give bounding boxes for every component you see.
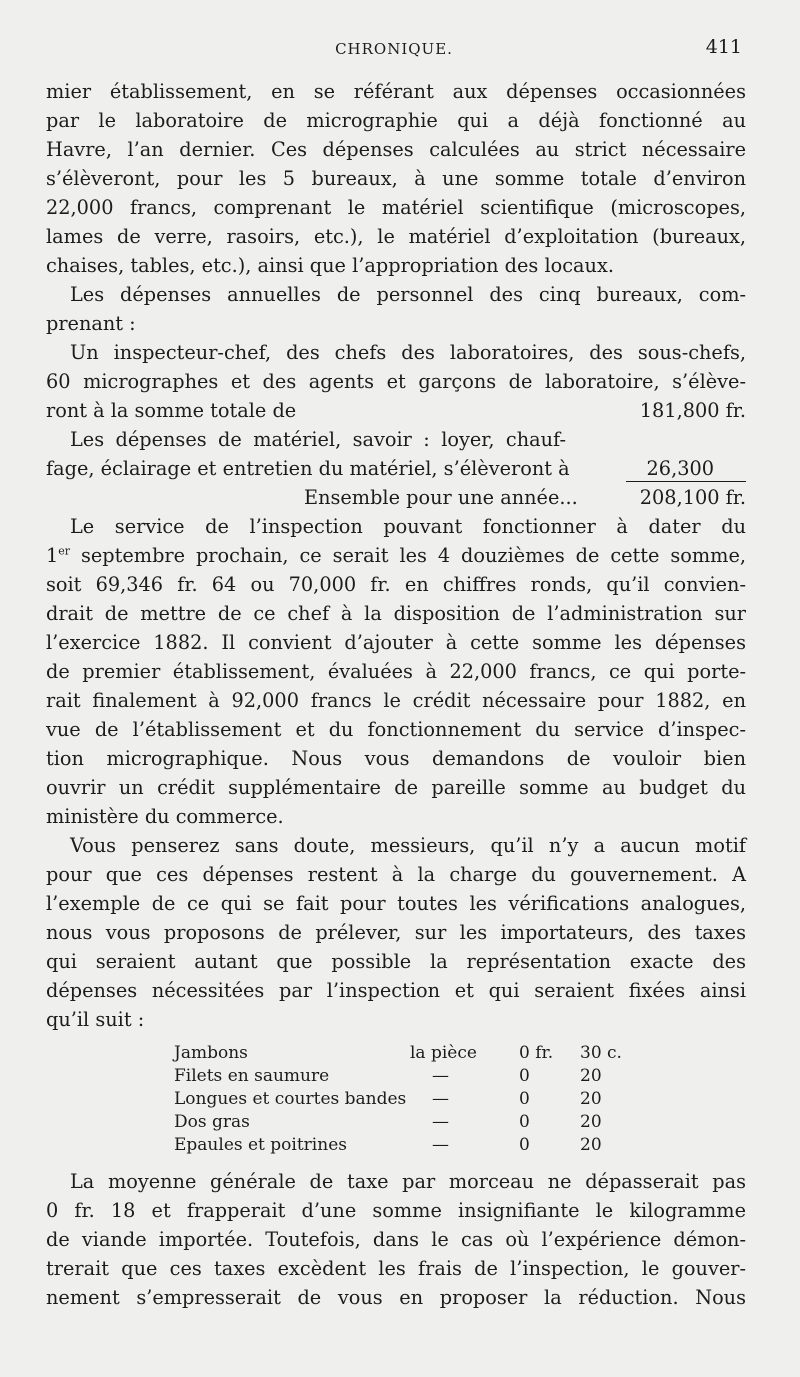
text-line: Havre, l’an dernier. Ces dépenses calculées au strict nécessaire xyxy=(46,138,746,161)
paragraph-1 xyxy=(46,77,746,280)
tariff-centimes: 20 xyxy=(580,1066,602,1086)
text-line: soit 69,346 fr. 64 ou 70,000 fr. en chiffres ronds, qu’il convien- xyxy=(46,573,746,596)
tariff-unit: — xyxy=(432,1066,449,1086)
text-line: Les dépenses de matériel, savoir : loyer, chauf- xyxy=(70,428,566,451)
text-line: de premier établissement, évaluées à 22,000 francs, ce qui porte- xyxy=(46,660,746,683)
text-line: nous vous proposons de prélever, sur les importateurs, des taxes xyxy=(46,921,746,944)
text-line: qu’il suit : xyxy=(46,1008,145,1031)
text-line: s’élèveront, pour les 5 bureaux, à une somme totale d’environ xyxy=(46,167,746,190)
text-line: ouvrir un crédit supplémentaire de pareille somme au budget du xyxy=(46,776,746,799)
text-line: drait de mettre de ce chef à la disposition de l’administration sur xyxy=(46,602,746,625)
text-line: l’exemple de ce qui se fait pour toutes les vérifications analogues, xyxy=(46,892,746,915)
grand-total-amount: 208,100 fr. xyxy=(639,486,746,509)
tariff-unit: — xyxy=(432,1089,449,1109)
tariff-centimes: 20 xyxy=(580,1135,602,1155)
tariff-item: Filets en saumure xyxy=(174,1066,330,1086)
text-line: pour que ces dépenses restent à la charge du gouvernement. A xyxy=(46,863,746,886)
ordinal-number: 1 xyxy=(46,544,59,567)
body-text xyxy=(46,77,746,1312)
text-line: 60 micrographes et des agents et garçons de laboratoire, s’élève- xyxy=(46,370,746,393)
text-line: ministère du commerce. xyxy=(46,805,284,828)
table-row xyxy=(174,1042,644,1065)
text-line: de viande importée. Toutefois, dans le cas où l’expérience démon- xyxy=(46,1228,746,1251)
text-line xyxy=(46,541,746,570)
tariff-item: Longues et courtes bandes xyxy=(174,1089,407,1109)
text-line: nement s’empresserait de vous en proposer la réduction. Nous xyxy=(46,1286,746,1309)
text-line: Vous penserez sans doute, messieurs, qu’il n’y a aucun motif xyxy=(70,834,746,857)
grand-total-label: Ensemble pour une année... xyxy=(304,486,578,509)
text-line: 22,000 francs, comprenant le matériel scientifique (microscopes, xyxy=(46,196,746,219)
tariff-francs: 0 xyxy=(519,1066,530,1086)
tariff-centimes: 30 c. xyxy=(580,1043,622,1063)
grand-total-line xyxy=(46,483,746,512)
table-row xyxy=(174,1088,644,1111)
text-line: l’exercice 1882. Il convient d’ajouter à cette somme les dépenses xyxy=(46,631,746,654)
tariff-table xyxy=(174,1042,644,1157)
tariff-item: Epaules et poitrines xyxy=(174,1135,347,1155)
staff-total-amount: 181,800 fr. xyxy=(639,399,746,422)
ordinal-suffix: er xyxy=(58,544,71,558)
paragraph-5 xyxy=(46,1167,746,1312)
text-line: Les dépenses annuelles de personnel des cinq bureaux, com- xyxy=(70,283,746,306)
staff-total-line xyxy=(46,396,746,425)
table-row xyxy=(174,1065,644,1088)
text-line: mier établissement, en se référant aux dépenses occasionnées xyxy=(46,80,746,103)
material-total-amount: 26,300 xyxy=(646,457,714,480)
tariff-francs: 0 xyxy=(519,1089,530,1109)
text-line: prenant : xyxy=(46,312,136,335)
page-header xyxy=(46,36,742,66)
table-row xyxy=(174,1111,644,1134)
text-line: qui seraient autant que possible la représentation exacte des xyxy=(46,950,746,973)
text-line: 0 fr. 18 et frapperait d’une somme insignifiante le kilogramme xyxy=(46,1199,746,1222)
table-row xyxy=(174,1134,644,1157)
material-total-line xyxy=(46,454,746,483)
text-line: rait finalement à 92,000 francs le crédit nécessaire pour 1882, en xyxy=(46,689,746,712)
tariff-unit: — xyxy=(432,1112,449,1132)
staff-expenses xyxy=(46,338,746,425)
text-line: vue de l’établissement et du fonctionnement du service d’inspec- xyxy=(46,718,746,741)
running-title: CHRONIQUE. xyxy=(335,40,453,58)
text-line: Le service de l’inspection pouvant fonctionner à dater du xyxy=(70,515,746,538)
tariff-item: Jambons xyxy=(174,1043,248,1063)
tariff-francs: 0 fr. xyxy=(519,1043,554,1063)
text-line: dépenses nécessitées par l’inspection et qui seraient fixées ainsi xyxy=(46,979,746,1002)
material-expenses xyxy=(46,425,746,483)
material-total-label: fage, éclairage et entretien du matériel, s’élèveront à xyxy=(46,457,570,480)
tariff-unit: — xyxy=(432,1135,449,1155)
text-line: chaises, tables, etc.), ainsi que l’appropriation des locaux. xyxy=(46,254,614,277)
tariff-francs: 0 xyxy=(519,1135,530,1155)
page-number: 411 xyxy=(705,36,742,58)
tariff-centimes: 20 xyxy=(580,1089,602,1109)
text-line: lames de verre, rasoirs, etc.), le matériel d’exploitation (bureaux, xyxy=(46,225,746,248)
text-line: La moyenne générale de taxe par morceau ne dépasserait pas xyxy=(70,1170,746,1193)
paragraph-3 xyxy=(46,512,746,831)
text-line-rest: septembre prochain, ce serait les 4 douzièmes de cette somme, xyxy=(70,544,746,567)
tariff-unit: la pièce xyxy=(410,1043,477,1063)
staff-total-label: ront à la somme totale de xyxy=(46,399,297,422)
paragraph-4 xyxy=(46,831,746,1034)
paragraph-2 xyxy=(46,280,746,338)
text-line: par le laboratoire de micrographie qui a déjà fonctionné au xyxy=(46,109,746,132)
text-line: trerait que ces taxes excèdent les frais de l’inspection, le gouver- xyxy=(46,1257,746,1280)
text-line: Un inspecteur-chef, des chefs des laboratoires, des sous-chefs, xyxy=(70,341,746,364)
tariff-centimes: 20 xyxy=(580,1112,602,1132)
tariff-item: Dos gras xyxy=(174,1112,250,1132)
text-line: tion micrographique. Nous vous demandons de vouloir bien xyxy=(46,747,746,770)
tariff-francs: 0 xyxy=(519,1112,530,1132)
